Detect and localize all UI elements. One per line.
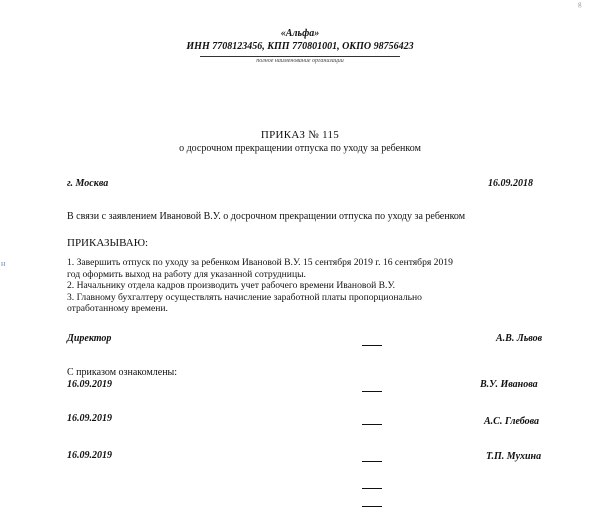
organization-underline — [200, 56, 400, 57]
order-subtitle: о досрочном прекращении отпуска по уходу за ребенком — [179, 143, 421, 154]
ack-signature-line — [362, 488, 382, 489]
signatory-role: Директор — [67, 333, 112, 344]
organization-codes: ИНН 7708123456, КПП 770801001, ОКПО 98756423 — [186, 41, 414, 52]
ack-name: А.С. Глебова — [484, 416, 540, 427]
director-signature-line — [362, 345, 382, 346]
left-edge-mark: н — [1, 259, 6, 268]
organization-name: «Альфа» — [280, 28, 320, 39]
ack-signature-line — [362, 461, 382, 462]
order-item-line: 1. Завершить отпуск по уходу за ребенком Ивановой В.У. 15 сентября 2019 г. 16 сентября 2019 — [67, 257, 453, 268]
order-date: 16.09.2018 — [488, 178, 533, 189]
ack-signature-line — [362, 391, 382, 392]
order-city: г. Москва — [67, 178, 109, 189]
order-item-line: год оформить выход на работу для указанной сотрудницы. — [67, 268, 306, 280]
order-items — [67, 257, 453, 315]
ack-name: Т.П. Мухина — [486, 451, 542, 462]
ack-signature-line — [362, 424, 382, 425]
order-intro: В связи с заявлением Ивановой В.У. о досрочном прекращении отпуска по уходу за ребенком — [67, 211, 466, 222]
order-word: ПРИКАЗЫВАЮ: — [67, 237, 149, 249]
organization-caption: полное наименование организации — [256, 58, 344, 64]
ack-date: 16.09.2019 — [67, 413, 112, 424]
corner-mark: g — [578, 0, 582, 8]
ack-date: 16.09.2019 — [67, 379, 112, 390]
order-item-line: отработанному времени. — [67, 303, 168, 314]
order-item-line: 3. Главному бухгалтеру осуществлять начисление заработной платы пропорционально — [67, 291, 422, 303]
ack-signature-line — [362, 506, 382, 507]
order-title: ПРИКАЗ № 115 — [260, 129, 340, 141]
ack-name: В.У. Иванова — [480, 379, 538, 390]
acknowledgement-heading: С приказом ознакомлены: — [67, 367, 178, 378]
signatory-name: А.В. Львов — [496, 333, 543, 344]
order-item-line: 2. Начальнику отдела кадров производить учет рабочего времени Ивановой В.У. — [67, 280, 396, 291]
ack-date: 16.09.2019 — [67, 450, 112, 461]
